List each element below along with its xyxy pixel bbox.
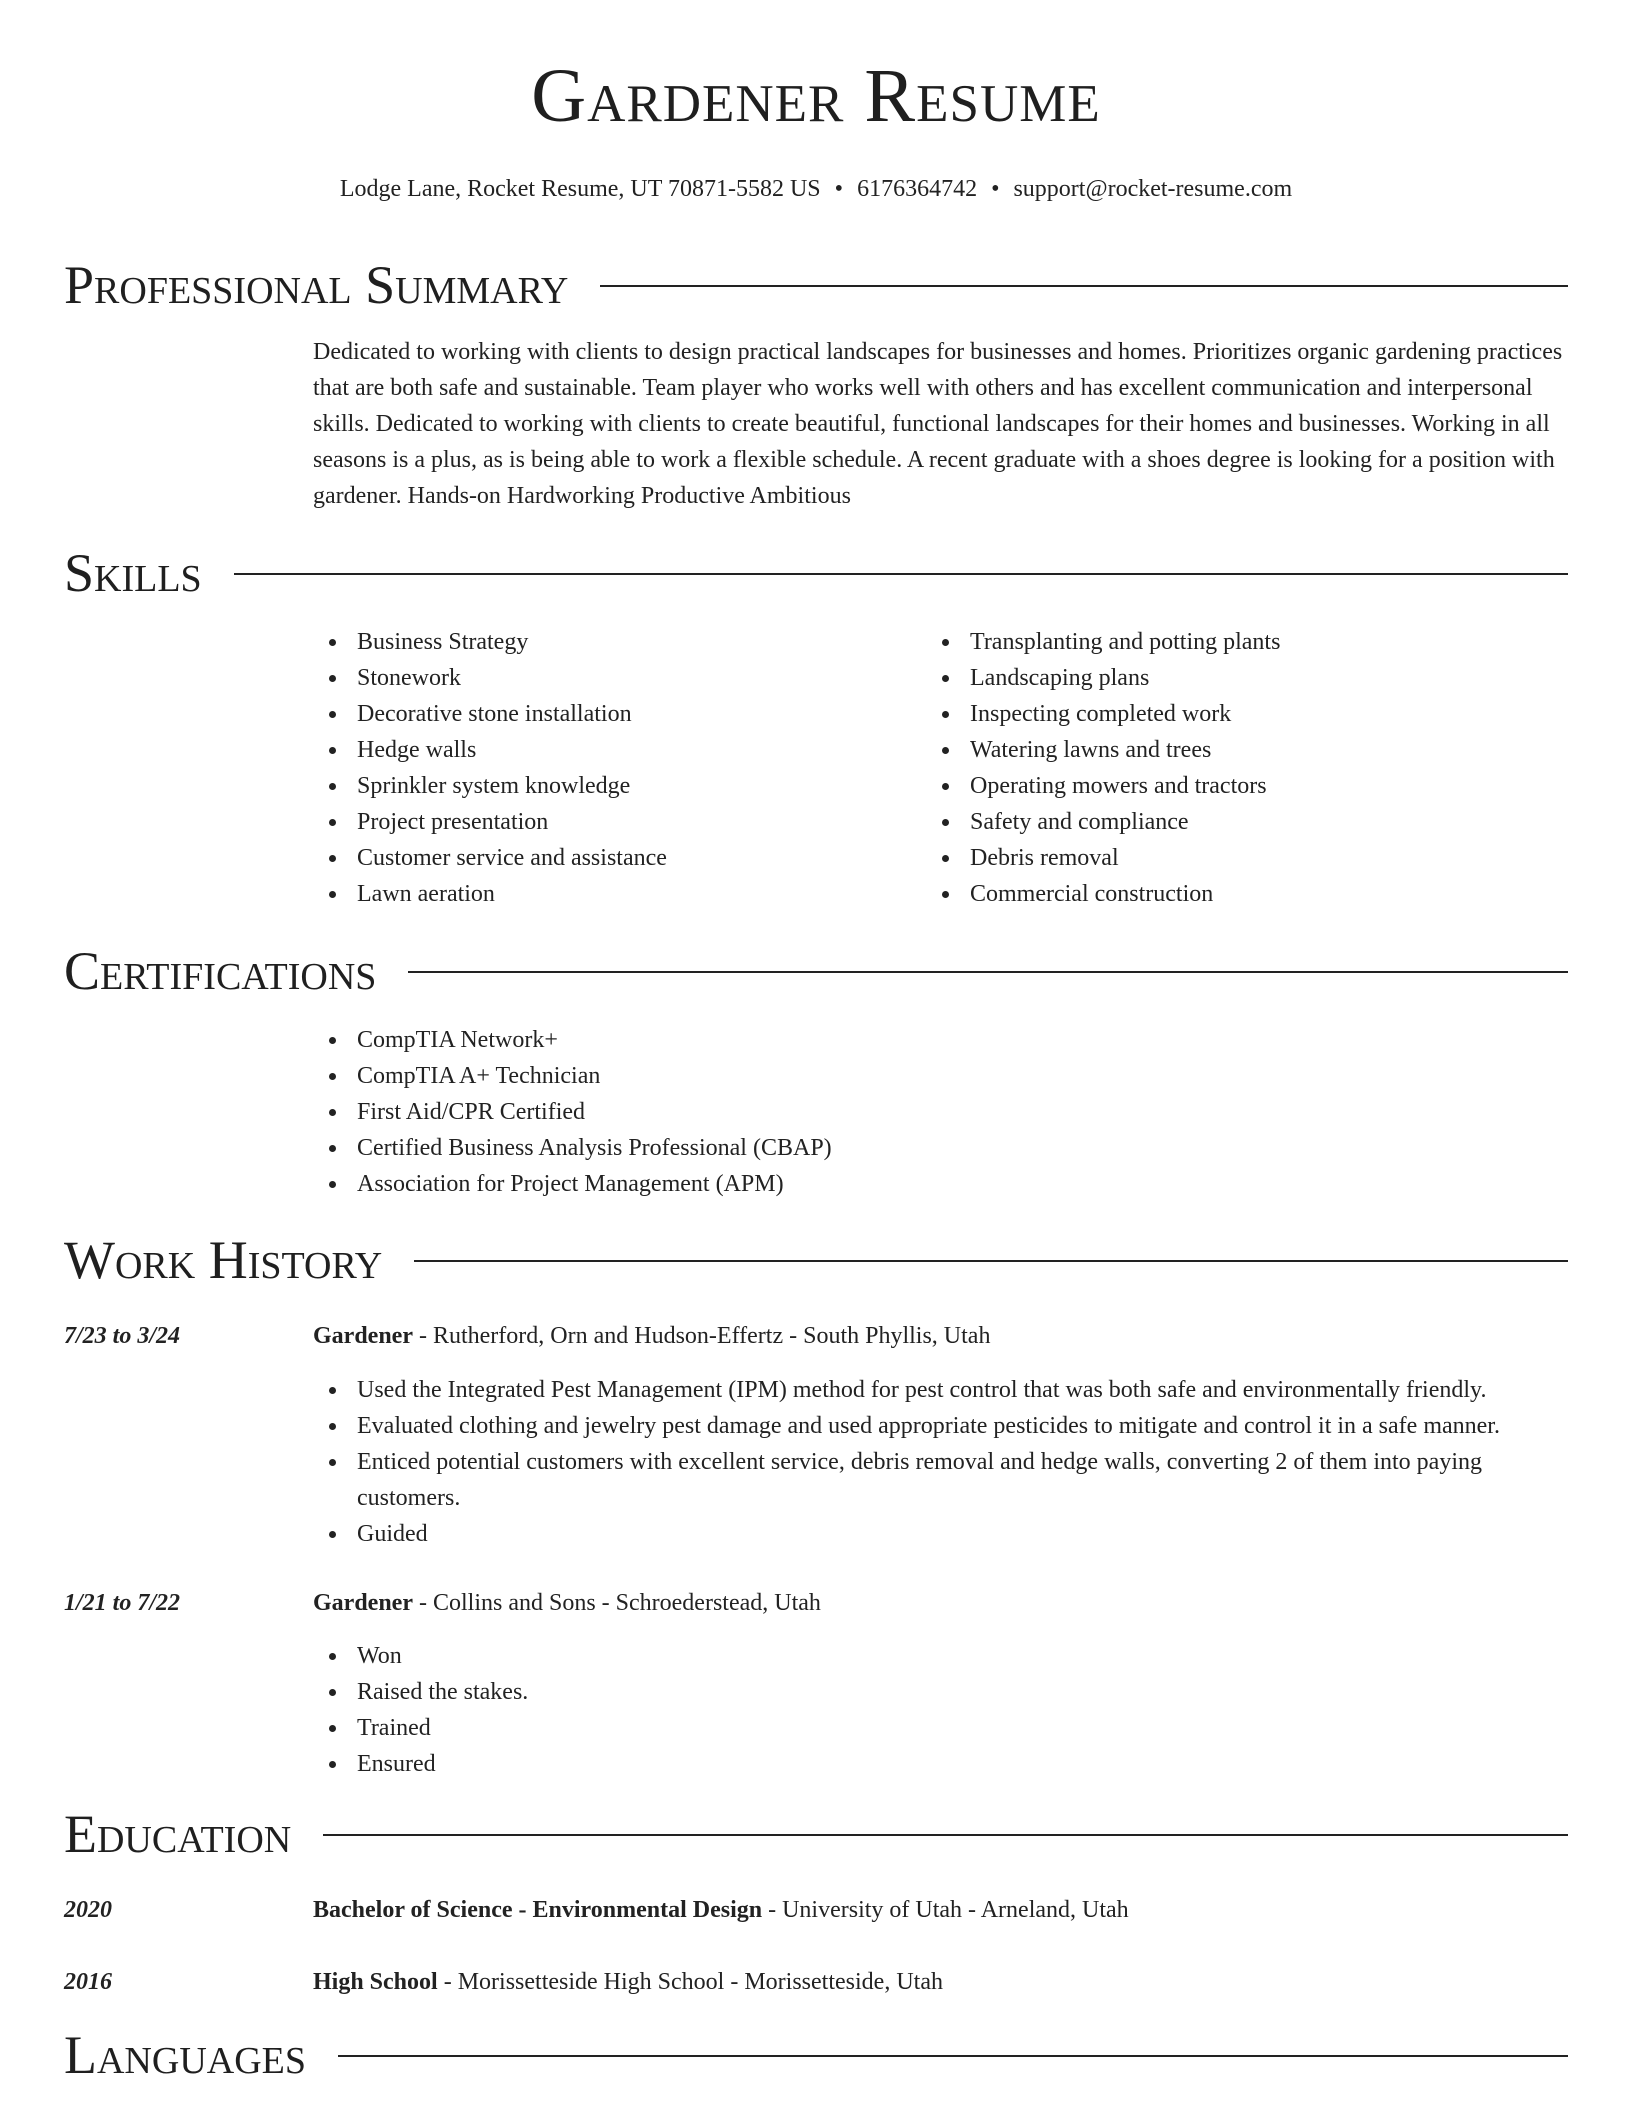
list-item: Debris removal: [926, 840, 1566, 876]
job-role-line: [313, 1585, 1568, 1621]
education-entry: [313, 1892, 1568, 1928]
list-item: Commercial construction: [926, 876, 1566, 912]
contact-email: support@rocket-resume.com: [1013, 176, 1293, 202]
skills-column-left: [313, 624, 913, 912]
list-item: Landscaping plans: [926, 660, 1566, 696]
education-degree: High School: [313, 1969, 438, 1995]
section-heading-certifications: Certifications: [64, 941, 377, 1001]
list-item: Watering lawns and trees: [926, 732, 1566, 768]
education-year: 2020: [64, 1897, 112, 1923]
section-divider: [600, 285, 1568, 287]
list-item: Hedge walls: [313, 732, 913, 768]
section-heading-languages: Languages: [64, 2025, 306, 2085]
section-heading-summary: Professional Summary: [64, 255, 569, 315]
section-heading-work: Work History: [64, 1230, 383, 1290]
job-title: Gardener: [313, 1323, 413, 1349]
list-item: Stonework: [313, 660, 913, 696]
section-divider: [408, 971, 1568, 973]
section-heading-skills: Skills: [64, 543, 202, 603]
section-heading-education: Education: [64, 1804, 292, 1864]
list-item: Guided: [313, 1516, 1568, 1552]
summary-text: Dedicated to working with clients to design practical landscapes for businesses and homes. Prioritizes organic gardening practices that are both safe and sustainable. Team player who works well with others and has excellent communication and interpersonal skills. Dedicated to working with clients to create beautiful, functional landscapes for their homes and businesses. Working in all seasons is a plus, as is being able to work a flexible schedule. A recent graduate with a shoes degree is looking for a position with gardener. Hands-on Hardworking Productive Ambitious: [313, 339, 1563, 509]
list-item: Operating mowers and tractors: [926, 768, 1566, 804]
education-year: 2016: [64, 1969, 112, 1995]
job-employer: - Collins and Sons - Schroederstead, Utah: [412, 1590, 821, 1616]
list-item: Association for Project Management (APM): [313, 1166, 1563, 1202]
list-item: Customer service and assistance: [313, 840, 913, 876]
list-item: Lawn aeration: [313, 876, 913, 912]
job-role-line: [313, 1318, 1568, 1354]
list-item: Safety and compliance: [926, 804, 1566, 840]
resume-title: Gardener Resume: [531, 54, 1101, 138]
list-item: Won: [313, 1638, 1568, 1674]
list-item: Raised the stakes.: [313, 1674, 1568, 1710]
section-divider: [323, 1834, 1568, 1836]
section-header-education: [64, 1804, 1568, 1864]
list-item: Project presentation: [313, 804, 913, 840]
education-school: - Morissetteside High School - Morissetteside, Utah: [437, 1969, 943, 1995]
contact-address: Lodge Lane, Rocket Resume, UT 70871-5582 US: [339, 176, 821, 202]
section-header-skills: [64, 543, 1568, 603]
section-divider: [414, 1260, 1568, 1262]
contact-separator: •: [991, 176, 1000, 202]
job-dates: 1/21 to 7/22: [64, 1590, 181, 1616]
contact-line: [0, 176, 1632, 203]
list-item: Ensured: [313, 1746, 1568, 1782]
section-header-work: [64, 1230, 1568, 1290]
job-bullets: [313, 1638, 1568, 1782]
education-degree: Bachelor of Science - Environmental Design: [313, 1897, 763, 1923]
contact-phone: 6176364742: [857, 176, 978, 202]
section-header-summary: [64, 255, 1568, 315]
contact-separator: •: [834, 176, 844, 202]
list-item: Business Strategy: [313, 624, 913, 660]
list-item: Evaluated clothing and jewelry pest damage and used appropriate pesticides to mitigate and control it in a safe manner.: [313, 1408, 1568, 1444]
list-item: Inspecting completed work: [926, 696, 1566, 732]
list-item: Enticed potential customers with excellent service, debris removal and hedge walls, converting 2 of them into paying customers.: [313, 1444, 1568, 1516]
list-item: CompTIA Network+: [313, 1022, 1563, 1058]
education-school: - University of Utah - Arneland, Utah: [762, 1897, 1129, 1923]
job-employer: - Rutherford, Orn and Hudson-Effertz - South Phyllis, Utah: [412, 1323, 991, 1349]
skills-column-right: [926, 624, 1566, 912]
job-bullets: [313, 1372, 1568, 1552]
list-item: Sprinkler system knowledge: [313, 768, 913, 804]
certifications-list: [313, 1022, 1563, 1202]
job-title: Gardener: [313, 1590, 413, 1616]
list-item: Used the Integrated Pest Management (IPM) method for pest control that was both safe and environmentally friendly.: [313, 1372, 1568, 1408]
list-item: First Aid/CPR Certified: [313, 1094, 1563, 1130]
job-dates: 7/23 to 3/24: [64, 1323, 181, 1349]
section-divider: [234, 573, 1568, 575]
list-item: Decorative stone installation: [313, 696, 913, 732]
list-item: Certified Business Analysis Professional (CBAP): [313, 1130, 1563, 1166]
section-header-certifications: [64, 941, 1568, 1001]
section-header-languages: [64, 2025, 1568, 2085]
list-item: CompTIA A+ Technician: [313, 1058, 1563, 1094]
section-divider: [338, 2055, 1568, 2057]
list-item: Transplanting and potting plants: [926, 624, 1566, 660]
list-item: Trained: [313, 1710, 1568, 1746]
education-entry: [313, 1964, 1568, 2000]
